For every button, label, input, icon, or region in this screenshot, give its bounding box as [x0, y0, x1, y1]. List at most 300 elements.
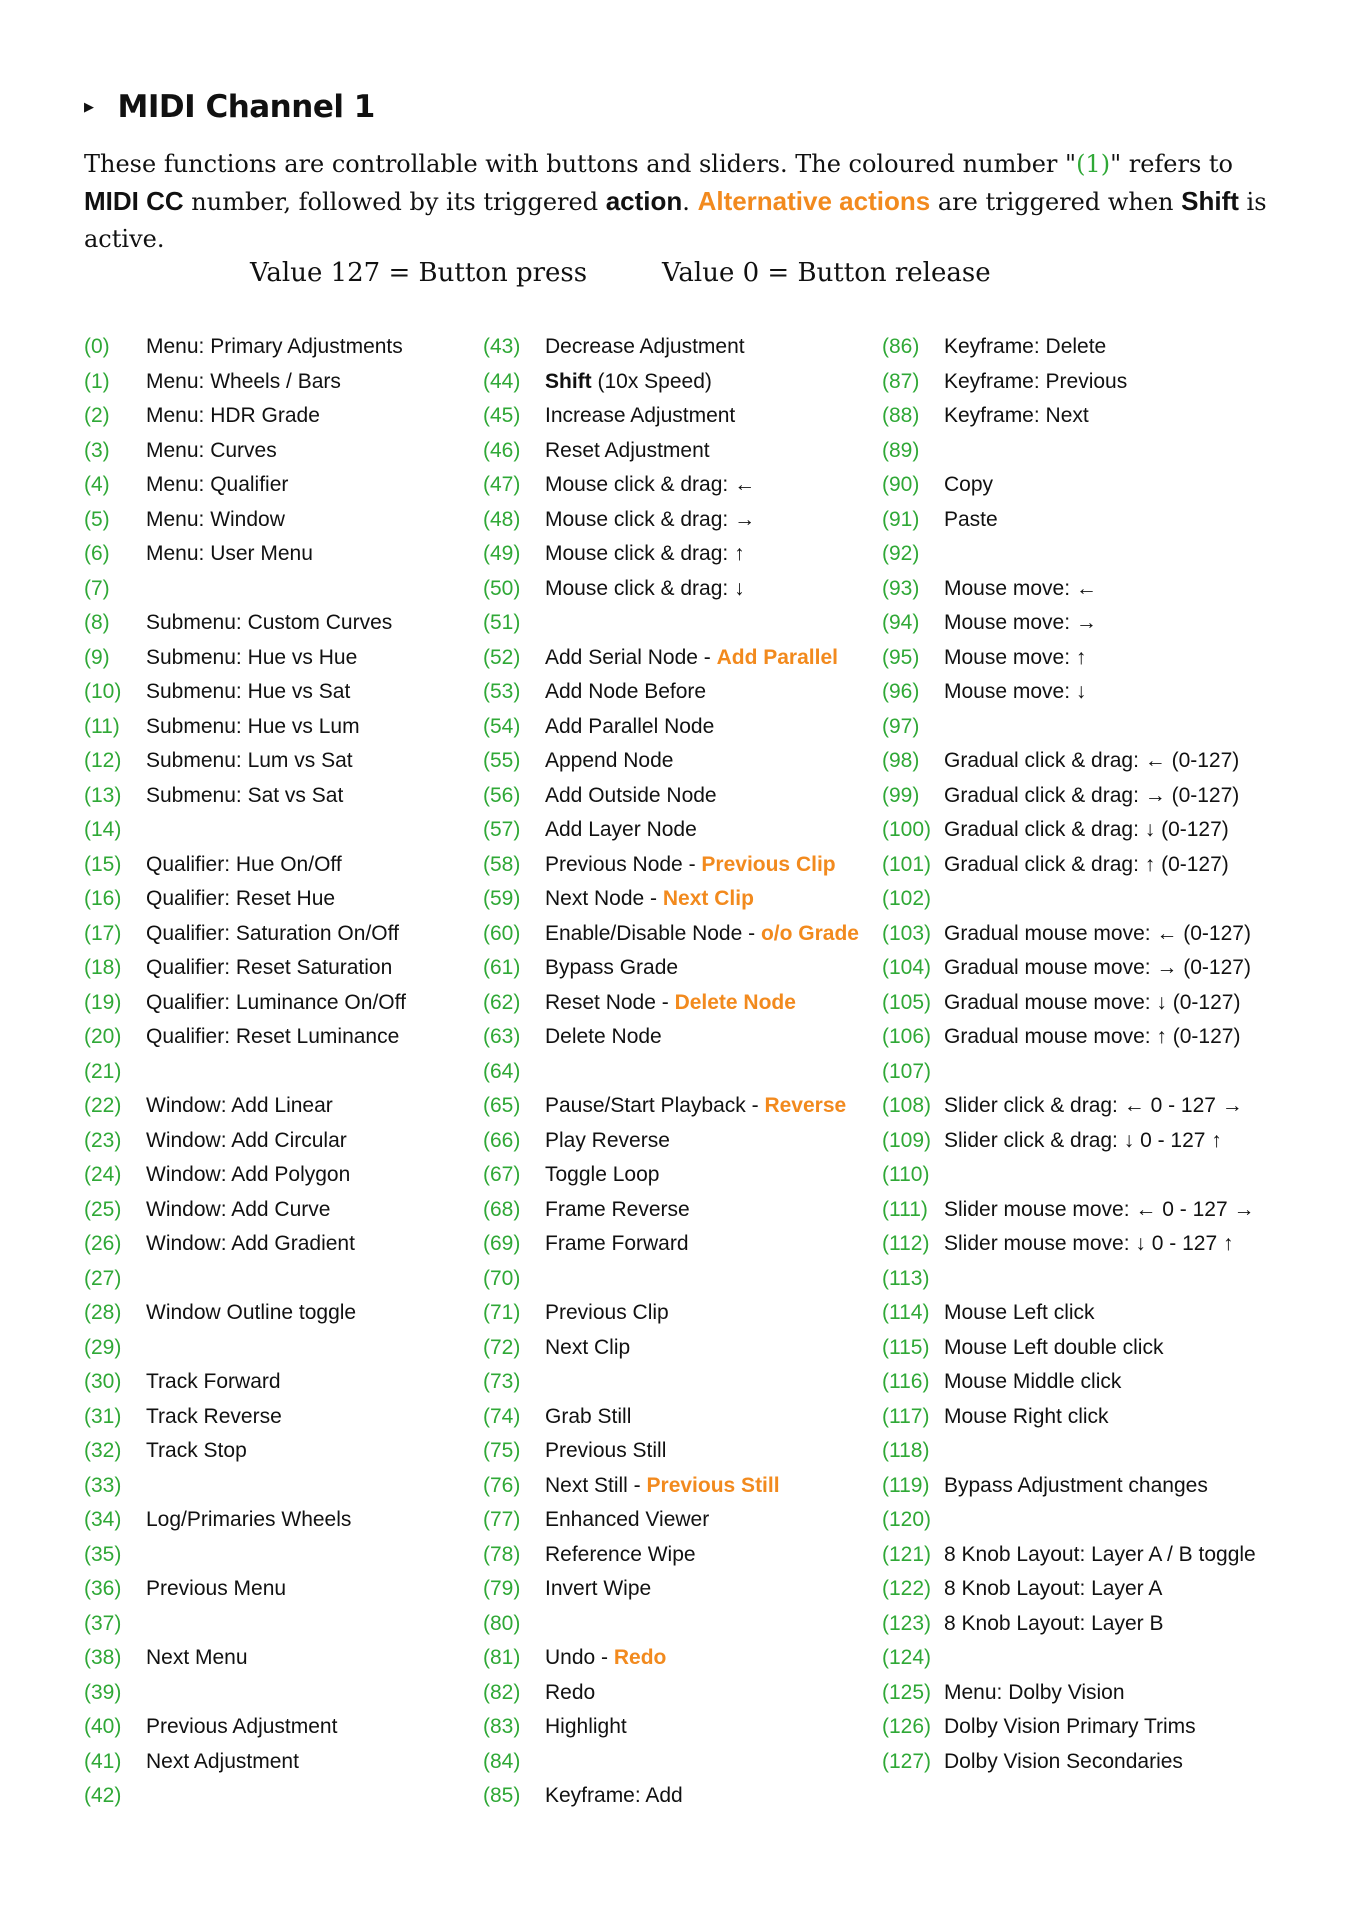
cc-action-label: Delete Node — [545, 1025, 662, 1048]
intro-text: are triggered when — [930, 188, 1182, 216]
cc-number: (113) — [882, 1266, 930, 1290]
cc-action-label: Mouse Left double click — [944, 1335, 1164, 1359]
cc-number: (65) — [483, 1094, 521, 1117]
cc-action-label: Gradual click & drag: ↓ (0-127) — [944, 818, 1229, 841]
cc-action — [545, 1508, 709, 1532]
cc-number: (84) — [483, 1749, 521, 1773]
cc-number: (17) — [84, 921, 122, 945]
cc-action — [545, 1784, 683, 1808]
cc-action-label: Gradual click & drag: → (0-127) — [944, 783, 1240, 807]
cc-action-label: Qualifier: Luminance On/Off — [146, 990, 406, 1014]
cc-number: (36) — [84, 1577, 122, 1600]
cc-action — [146, 1405, 282, 1429]
intro-text: is active. — [84, 188, 1267, 253]
cc-action-label: 8 Knob Layout: Layer A / B toggle — [944, 1542, 1256, 1566]
cc-number: (118) — [882, 1439, 930, 1462]
cc-action — [146, 1094, 333, 1118]
cc-action — [944, 1336, 1163, 1360]
cc-action-label: Gradual click & drag: ↑ (0-127) — [944, 852, 1229, 876]
cc-alternative-action: Delete Node — [674, 990, 796, 1014]
cc-number: (79) — [483, 1577, 521, 1600]
cc-number: (35) — [84, 1542, 122, 1566]
cc-number: (52) — [483, 645, 521, 669]
cc-action — [944, 1681, 1125, 1705]
cc-number: (30) — [84, 1370, 122, 1393]
cc-action-label: Keyframe: Previous — [944, 369, 1128, 393]
cc-action — [146, 887, 335, 911]
cc-action-label: Slider click & drag: ← 0 - 127 → — [944, 1094, 1243, 1117]
cc-action — [146, 1301, 356, 1325]
cc-action — [545, 439, 710, 463]
cc-action-label: Frame Forward — [545, 1232, 689, 1255]
cc-number: (70) — [483, 1266, 521, 1290]
cc-number: (50) — [483, 576, 521, 600]
section-title: MIDI Channel 1 — [117, 89, 375, 125]
cc-action — [545, 956, 678, 980]
cc-action-label: Window: Add Polygon — [146, 1163, 351, 1186]
cc-number: (83) — [483, 1715, 521, 1738]
cc-action-label: Keyframe: Next — [944, 404, 1089, 427]
cc-action — [146, 646, 357, 670]
cc-action — [545, 1301, 669, 1325]
cc-action-label: Copy — [944, 473, 994, 496]
cc-action-label: Invert Wipe — [545, 1577, 652, 1600]
cc-number: (98) — [882, 749, 920, 772]
cc-action — [944, 646, 1086, 670]
value-release-note: Value 0 = Button release — [662, 258, 991, 288]
cc-number: (18) — [84, 956, 122, 979]
cc-action — [146, 784, 343, 808]
cc-action — [944, 956, 1251, 980]
cc-action-label: Reference Wipe — [545, 1542, 696, 1566]
cc-action-label: Slider mouse move: ↓ 0 - 127 ↑ — [944, 1232, 1234, 1255]
cc-action-label: Next Still - — [545, 1473, 647, 1497]
cc-number: (111) — [882, 1197, 928, 1221]
cc-number: (123) — [882, 1611, 932, 1635]
cc-action-label: Gradual mouse move: ↑ (0-127) — [944, 1025, 1241, 1048]
cc-number: (75) — [483, 1439, 521, 1462]
cc-number: (69) — [483, 1232, 521, 1255]
cc-action — [146, 715, 360, 739]
cc-action — [944, 853, 1229, 877]
cc-number: (21) — [84, 1059, 122, 1083]
cc-action-label: Menu: Window — [146, 507, 285, 531]
cc-alternative-action: Add Parallel — [716, 645, 838, 669]
cc-action-label: Dolby Vision Primary Trims — [944, 1715, 1196, 1738]
cc-action-label: Submenu: Lum vs Sat — [146, 749, 353, 772]
cc-action-label: Mouse move: ↑ — [944, 645, 1087, 669]
cc-number: (9) — [84, 645, 110, 669]
cc-number: (24) — [84, 1163, 122, 1186]
action-term: action — [605, 186, 683, 216]
cc-action — [944, 1094, 1243, 1118]
cc-action — [545, 680, 706, 704]
cc-action-label: Mouse click & drag: ← — [545, 473, 756, 496]
cc-action-label: Window: Add Linear — [146, 1094, 333, 1117]
cc-number: (67) — [483, 1163, 521, 1186]
cc-action — [545, 577, 745, 601]
cc-number: (124) — [882, 1646, 932, 1669]
cc-number: (8) — [84, 611, 110, 634]
cc-action — [545, 1025, 662, 1049]
cc-action-label: Menu: User Menu — [146, 542, 313, 565]
cc-action — [545, 1129, 670, 1153]
cc-number: (87) — [882, 369, 920, 393]
cc-action-label: Mouse Right click — [944, 1404, 1109, 1428]
cc-action-label: Qualifier: Saturation On/Off — [146, 921, 399, 945]
cc-number: (99) — [882, 783, 920, 807]
cc-action — [545, 715, 714, 739]
cc-number: (42) — [84, 1784, 122, 1807]
cc-action — [944, 508, 998, 532]
cc-action-label: Increase Adjustment — [545, 404, 736, 427]
cc-number: (25) — [84, 1197, 122, 1221]
cc-number: (122) — [882, 1577, 932, 1600]
cc-action — [944, 1715, 1196, 1739]
cc-action — [944, 1543, 1256, 1567]
cc-action-label: Mouse move: → — [944, 611, 1097, 634]
alternative-actions-term: Alternative actions — [697, 186, 931, 216]
cc-action-label: Grab Still — [545, 1404, 632, 1428]
cc-number: (91) — [882, 507, 920, 531]
cc-action — [146, 1163, 350, 1187]
cc-action — [146, 680, 350, 704]
cc-action — [545, 1336, 630, 1360]
cc-action-label: Slider click & drag: ↓ 0 - 127 ↑ — [944, 1128, 1222, 1152]
cc-number: (40) — [84, 1715, 122, 1738]
cc-number: (11) — [84, 714, 120, 738]
cc-number: (57) — [483, 818, 521, 841]
cc-action-label: Submenu: Hue vs Lum — [146, 714, 360, 738]
cc-number: (19) — [84, 990, 122, 1014]
cc-number: (88) — [882, 404, 920, 427]
cc-action — [545, 991, 796, 1015]
cc-action-label: Submenu: Sat vs Sat — [146, 783, 344, 807]
cc-alternative-action: o/o Grade — [760, 921, 859, 945]
cc-alternative-action: Previous Still — [646, 1473, 780, 1497]
cc-number: (95) — [882, 645, 920, 669]
cc-number: (47) — [483, 473, 521, 496]
cc-action-label: Decrease Adjustment — [545, 335, 745, 358]
cc-action — [944, 1612, 1164, 1636]
cc-action — [944, 784, 1239, 808]
cc-action-label: Qualifier: Reset Saturation — [146, 956, 393, 979]
cc-action — [944, 473, 993, 497]
cc-number: (13) — [84, 783, 122, 807]
cc-action-label: Menu: Wheels / Bars — [146, 369, 341, 393]
cc-action-label: Paste — [944, 507, 998, 531]
cc-number: (61) — [483, 956, 521, 979]
cc-action-label: Qualifier: Hue On/Off — [146, 852, 342, 876]
cc-number: (63) — [483, 1025, 521, 1048]
cc-number: (54) — [483, 714, 521, 738]
cc-action — [146, 853, 342, 877]
cc-action — [944, 818, 1229, 842]
cc-number: (49) — [483, 542, 521, 565]
cc-number: (6) — [84, 542, 110, 565]
cc-action — [146, 404, 320, 428]
cc-number: (58) — [483, 852, 521, 876]
cc-number: (89) — [882, 438, 920, 462]
cc-number: (28) — [84, 1301, 122, 1324]
cc-alternative-action: Next Clip — [662, 887, 754, 910]
shift-term: Shift — [1181, 186, 1239, 216]
cc-action — [146, 922, 399, 946]
cc-action-label: 8 Knob Layout: Layer A — [944, 1577, 1163, 1600]
cc-action — [545, 1543, 696, 1567]
cc-action-label: Menu: Curves — [146, 438, 277, 462]
cc-number: (86) — [882, 335, 920, 358]
cc-action — [545, 542, 745, 566]
cc-number: (51) — [483, 611, 521, 634]
cc-action — [545, 1474, 780, 1498]
cc-action-label: Qualifier: Reset Luminance — [146, 1025, 400, 1048]
cc-action-label: Log/Primaries Wheels — [146, 1508, 352, 1531]
cc-action — [944, 1129, 1222, 1153]
cc-number: (101) — [882, 852, 932, 876]
cc-action — [545, 1439, 666, 1463]
cc-number: (108) — [882, 1094, 932, 1117]
cc-action-label: Slider mouse move: ← 0 - 127 → — [944, 1197, 1255, 1221]
cc-action-label: Reset Adjustment — [545, 438, 710, 462]
cc-action-label: Mouse Left click — [944, 1301, 1095, 1324]
cc-action-label: Highlight — [545, 1715, 627, 1738]
cc-action — [944, 991, 1240, 1015]
cc-number: (93) — [882, 576, 920, 600]
cc-action — [944, 577, 1097, 601]
cc-action — [146, 1577, 286, 1601]
cc-number: (22) — [84, 1094, 122, 1117]
intro-text: " refers to — [1110, 150, 1234, 178]
cc-action — [944, 1370, 1121, 1394]
cc-action-label: Add Node Before — [545, 680, 707, 703]
cc-action-label: Track Reverse — [146, 1404, 282, 1428]
cc-action — [545, 370, 712, 394]
cc-action — [146, 1198, 330, 1222]
cc-action — [545, 887, 754, 911]
cc-action — [944, 749, 1239, 773]
cc-number: (32) — [84, 1439, 122, 1462]
cc-action — [146, 991, 406, 1015]
cc-action — [146, 1646, 248, 1670]
cc-number: (90) — [882, 473, 920, 496]
cc-action — [146, 1439, 247, 1463]
cc-number: (44) — [483, 369, 521, 393]
cc-action — [545, 1198, 690, 1222]
cc-action-label: Bypass Grade — [545, 956, 679, 979]
cc-number: (7) — [84, 576, 110, 600]
cc-number: (48) — [483, 507, 521, 531]
cc-action — [944, 404, 1089, 428]
cc-number: (64) — [483, 1059, 521, 1083]
cc-number: (121) — [882, 1542, 932, 1566]
cc-action-label: Append Node — [545, 749, 674, 772]
cc-action-label: Previous Still — [545, 1439, 667, 1462]
cc-action — [944, 1750, 1183, 1774]
cc-number: (77) — [483, 1508, 521, 1531]
cc-action-label: Mouse click & drag: ↓ — [545, 576, 745, 600]
cc-action — [146, 1232, 355, 1256]
cc-number: (46) — [483, 438, 521, 462]
cc-alternative-action: Redo — [613, 1646, 667, 1669]
cc-action — [545, 473, 755, 497]
cc-action-label: Next Node - — [545, 887, 663, 910]
cc-number: (31) — [84, 1404, 122, 1428]
cc-action — [545, 1405, 631, 1429]
cc-action — [545, 1681, 595, 1705]
cc-number: (68) — [483, 1197, 521, 1221]
cc-number: (112) — [882, 1232, 930, 1255]
cc-action — [146, 1750, 299, 1774]
cc-number: (62) — [483, 990, 521, 1014]
cc-action-label: Next Adjustment — [146, 1749, 299, 1773]
cc-number: (102) — [882, 887, 932, 910]
cc-action — [545, 1232, 689, 1256]
cc-number: (76) — [483, 1473, 521, 1497]
cc-action — [146, 749, 353, 773]
cc-action-label: Submenu: Hue vs Hue — [146, 645, 358, 669]
cc-action-label: Keyframe: Delete — [944, 335, 1107, 358]
cc-number: (104) — [882, 956, 932, 979]
cc-action — [146, 508, 285, 532]
cc-number: (100) — [882, 818, 932, 841]
cc-action-label: Submenu: Custom Curves — [146, 611, 393, 634]
cc-action-label: Menu: Primary Adjustments — [146, 335, 403, 358]
cc-number: (71) — [483, 1301, 521, 1324]
cc-action-label: Gradual mouse move: → (0-127) — [944, 956, 1251, 979]
cc-action-label: Gradual mouse move: ↓ (0-127) — [944, 990, 1241, 1014]
cc-action — [545, 404, 735, 428]
cc-action — [146, 1370, 281, 1394]
cc-number: (125) — [882, 1680, 932, 1704]
intro-text: These functions are controllable with buttons and sliders. The coloured number " — [84, 150, 1077, 178]
section-heading — [84, 84, 375, 130]
cc-action-label: Mouse Middle click — [944, 1370, 1122, 1393]
cc-action-label: Window Outline toggle — [146, 1301, 357, 1324]
cc-action-label: Mouse click & drag: → — [545, 507, 756, 531]
cc-action — [146, 1025, 399, 1049]
cc-number: (120) — [882, 1508, 932, 1531]
cc-action — [545, 749, 673, 773]
cc-number: (74) — [483, 1404, 521, 1428]
cc-action-label: Menu: HDR Grade — [146, 404, 320, 427]
cc-number: (78) — [483, 1542, 521, 1566]
cc-action — [545, 1715, 627, 1739]
cc-action — [146, 956, 392, 980]
cc-action — [146, 439, 277, 463]
cc-action-label: Undo - — [545, 1646, 614, 1669]
cc-action-label: Gradual click & drag: ← (0-127) — [944, 749, 1240, 772]
cc-action — [944, 680, 1086, 704]
cc-number: (94) — [882, 611, 920, 634]
cc-action-label: Mouse move: ← — [944, 576, 1097, 600]
cc-number: (38) — [84, 1646, 122, 1669]
cc-number: (23) — [84, 1128, 122, 1152]
cc-action-label: Enable/Disable Node - — [545, 921, 761, 945]
cc-action — [944, 1025, 1240, 1049]
cc-action-label: Previous Node - — [545, 852, 702, 876]
cc-number: (20) — [84, 1025, 122, 1048]
cc-action — [545, 1646, 666, 1670]
cc-number: (114) — [882, 1301, 930, 1324]
cc-action — [944, 335, 1106, 359]
cc-action-label: 8 Knob Layout: Layer B — [944, 1611, 1164, 1635]
cc-number: (117) — [882, 1404, 930, 1428]
cc-number: (92) — [882, 542, 920, 565]
cc-action-label: Previous Adjustment — [146, 1715, 338, 1738]
cc-number: (97) — [882, 714, 920, 738]
cc-number: (34) — [84, 1508, 122, 1531]
cc-number: (29) — [84, 1335, 122, 1359]
cc-action-label: Track Forward — [146, 1370, 281, 1393]
cc-action — [146, 370, 341, 394]
cc-action-label: Redo — [545, 1680, 596, 1704]
cc-action-label: Dolby Vision Secondaries — [944, 1749, 1183, 1773]
cc-action-label: Window: Add Gradient — [146, 1232, 355, 1255]
cc-alternative-action: Previous Clip — [701, 852, 836, 876]
cc-action — [944, 1405, 1109, 1429]
cc-action — [545, 1163, 659, 1187]
cc-action-label: Qualifier: Reset Hue — [146, 887, 336, 910]
cc-action-label: Menu: Dolby Vision — [944, 1680, 1125, 1704]
cc-action-label: Previous Menu — [146, 1577, 287, 1600]
cc-number: (107) — [882, 1059, 932, 1083]
cc-number: (85) — [483, 1784, 521, 1807]
cc-number: (3) — [84, 438, 110, 462]
cc-number: (26) — [84, 1232, 122, 1255]
cc-number: (96) — [882, 680, 920, 703]
cc-action-label: Enhanced Viewer — [545, 1508, 710, 1531]
cc-number: (0) — [84, 335, 110, 358]
cc-action-label: Toggle Loop — [545, 1163, 660, 1186]
cc-number: (59) — [483, 887, 521, 910]
cc-number: (106) — [882, 1025, 932, 1048]
cc-action — [146, 335, 403, 359]
cc-number: (82) — [483, 1680, 521, 1704]
cc-number: (37) — [84, 1611, 122, 1635]
cc-action-label: Play Reverse — [545, 1128, 670, 1152]
cc-action — [146, 611, 392, 635]
cc-number: (45) — [483, 404, 521, 427]
cc-action-label: Window: Add Circular — [146, 1128, 347, 1152]
cc-number: (12) — [84, 749, 122, 772]
cc-number: (127) — [882, 1749, 932, 1773]
cc-number: (53) — [483, 680, 521, 703]
cc-action-label: Previous Clip — [545, 1301, 669, 1324]
cc-number: (39) — [84, 1680, 122, 1704]
cc-action — [545, 335, 745, 359]
cc-action — [146, 1715, 337, 1739]
cc-action — [146, 1508, 351, 1532]
cc-action-bold: Shift — [545, 369, 592, 393]
intro-text: . — [682, 188, 698, 216]
cc-number: (15) — [84, 852, 122, 876]
cc-action-label: Add Parallel Node — [545, 714, 715, 738]
cc-number: (72) — [483, 1335, 521, 1359]
cc-action — [944, 370, 1127, 394]
cc-action-label: Frame Reverse — [545, 1197, 690, 1221]
cc-number: (33) — [84, 1473, 122, 1497]
cc-number: (116) — [882, 1370, 930, 1393]
cc-action — [545, 1577, 651, 1601]
cc-number: (1) — [84, 369, 110, 393]
cc-number: (126) — [882, 1715, 932, 1738]
cc-action-label: Add Serial Node - — [545, 645, 717, 669]
cc-action-label: Next Clip — [545, 1335, 631, 1359]
cc-action — [146, 1129, 347, 1153]
cc-number: (81) — [483, 1646, 521, 1669]
cc-number: (16) — [84, 887, 122, 910]
